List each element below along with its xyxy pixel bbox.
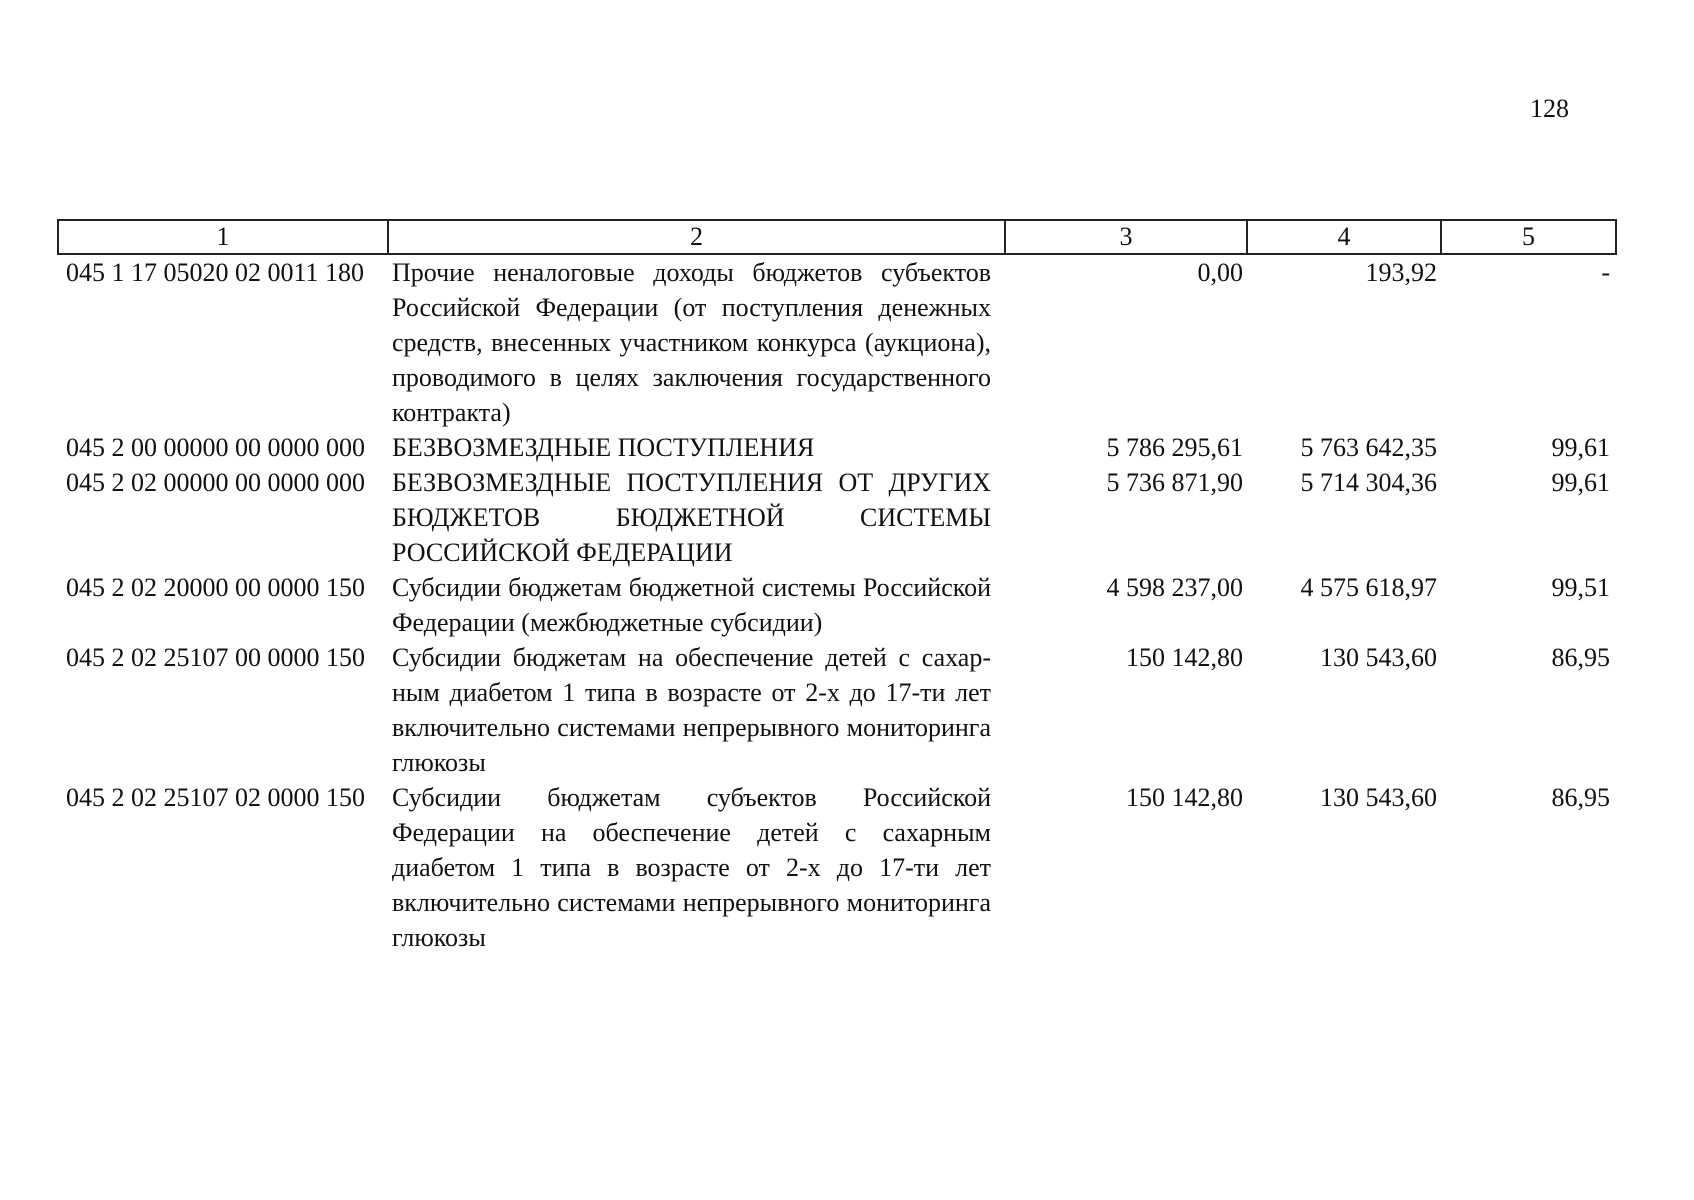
row-actual: 4 575 618,97 xyxy=(1300,573,1437,602)
row-percent: 99,51 xyxy=(1551,573,1610,602)
table-row xyxy=(58,780,1616,955)
table-row xyxy=(58,570,1616,640)
table-body xyxy=(58,254,1616,955)
row-actual: 130 543,60 xyxy=(1320,643,1437,672)
table-row xyxy=(58,640,1616,780)
row-code: 045 1 17 05020 02 0011 180 xyxy=(66,258,365,287)
table-row xyxy=(58,430,1616,465)
row-planned: 0,00 xyxy=(1197,258,1243,287)
budget-revenue-table xyxy=(57,219,1617,955)
row-percent: 86,95 xyxy=(1551,643,1610,672)
row-planned: 150 142,80 xyxy=(1126,643,1243,672)
row-planned: 5 736 871,90 xyxy=(1106,468,1243,497)
column-number-percent: 5 xyxy=(1441,220,1616,254)
column-number-code: 1 xyxy=(58,220,388,254)
row-percent: 99,61 xyxy=(1551,433,1610,462)
row-name: БЕЗВОЗМЕЗДНЫЕ ПОСТУПЛЕНИЯ ОТ ДРУГИХ БЮДЖЕТОВ БЮДЖЕТНОЙ СИСТЕМЫ РОССИЙСКОЙ ФЕДЕРАЦИИ xyxy=(392,468,991,567)
row-name: Прочие неналоговые доходы бюджетов субъектов Российской Федерации (от поступления денежных средств, внесенных участником конкурса (аукциона), проводимого в целях заключения государственного контракта) xyxy=(392,258,991,427)
column-number-row xyxy=(58,220,1616,254)
row-percent: 86,95 xyxy=(1551,783,1610,812)
row-code: 045 2 02 20000 00 0000 150 xyxy=(66,573,365,602)
row-actual: 193,92 xyxy=(1365,258,1437,287)
row-percent: 99,61 xyxy=(1551,468,1610,497)
row-planned: 4 598 237,00 xyxy=(1106,573,1243,602)
table-row xyxy=(58,465,1616,570)
row-code: 045 2 02 00000 00 0000 000 xyxy=(66,468,365,497)
row-name: Субсидии бюджетам бюджетной системы Российской Федерации (межбюджетные субсидии) xyxy=(392,573,991,637)
row-actual: 130 543,60 xyxy=(1320,783,1437,812)
row-name: БЕЗВОЗМЕЗДНЫЕ ПОСТУПЛЕНИЯ xyxy=(392,433,815,462)
row-planned: 5 786 295,61 xyxy=(1106,433,1243,462)
row-code: 045 2 00 00000 00 0000 000 xyxy=(66,433,365,462)
row-code: 045 2 02 25107 02 0000 150 xyxy=(66,783,365,812)
row-planned: 150 142,80 xyxy=(1126,783,1243,812)
row-actual: 5 714 304,36 xyxy=(1300,468,1437,497)
table-header xyxy=(58,220,1616,254)
row-actual: 5 763 642,35 xyxy=(1300,433,1437,462)
row-code: 045 2 02 25107 00 0000 150 xyxy=(66,643,365,672)
row-name: Субсидии бюджетам субъектов Российской Федерации на обеспечение детей с сахарным диабетом 1 типа в возрасте от 2-х до 17-ти лет включительно системами непрерывного мониторинга глюкозы xyxy=(392,783,991,952)
page-number: 128 xyxy=(1530,94,1569,123)
column-number-planned: 3 xyxy=(1005,220,1247,254)
row-percent: - xyxy=(1601,258,1610,287)
column-number-name: 2 xyxy=(388,220,1005,254)
column-number-actual: 4 xyxy=(1247,220,1441,254)
row-name: Субсидии бюджетам на обеспечение детей с сахар-ным диабетом 1 типа в возрасте от 2-х до 17-ти лет включительно системами непрерывного мониторинга глюкозы xyxy=(392,643,991,777)
table-row xyxy=(58,254,1616,430)
